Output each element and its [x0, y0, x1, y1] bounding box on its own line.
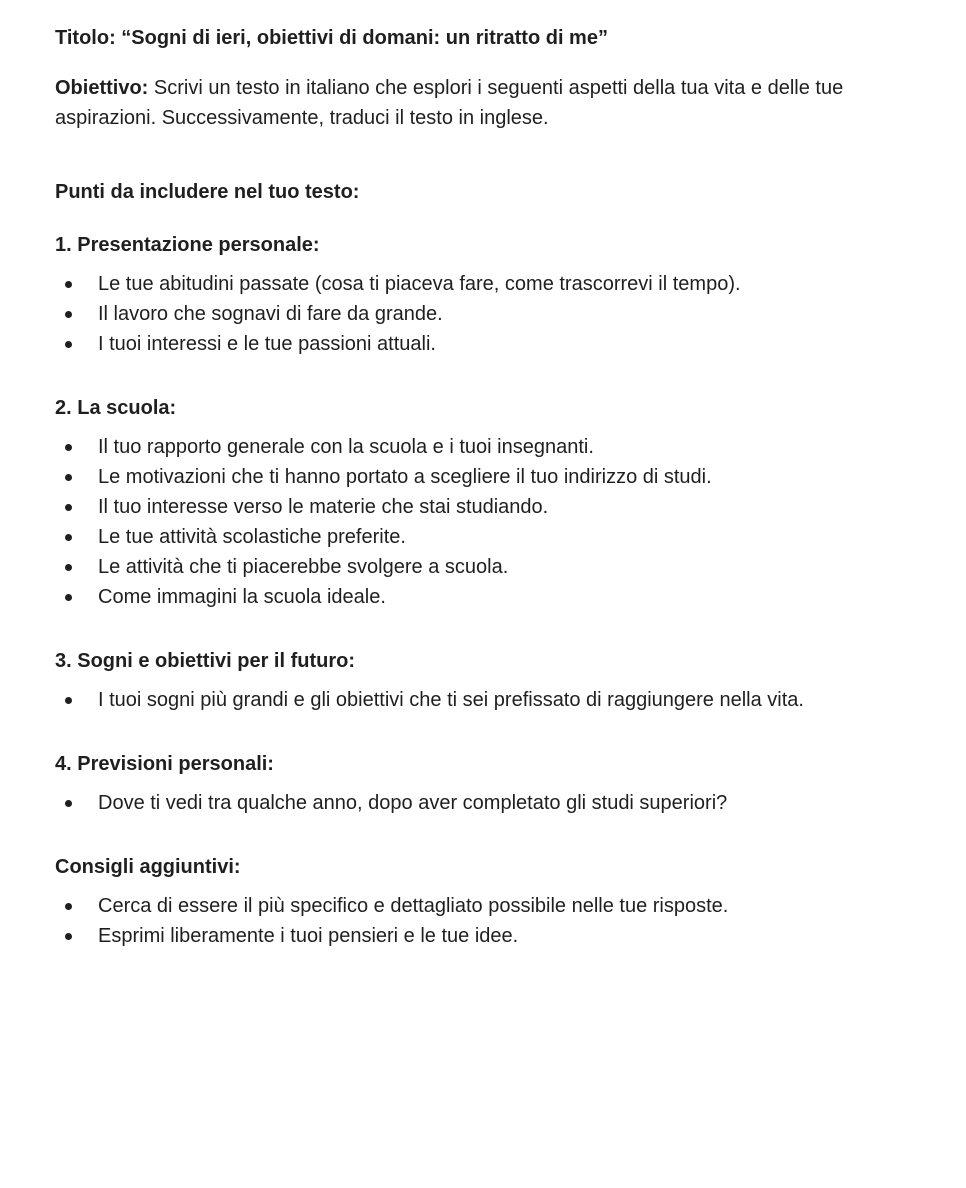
bullet-icon [65, 594, 72, 601]
list-item: Le tue attività scolastiche preferite. [55, 522, 935, 552]
bullet-icon [65, 311, 72, 318]
list-item: Le motivazioni che ti hanno portato a scegliere il tuo indirizzo di studi. [55, 462, 935, 492]
section-list-personal [55, 269, 935, 359]
list-item: I tuoi interessi e le tue passioni attuali. [55, 329, 935, 359]
list-item: Dove ti vedi tra qualche anno, dopo aver completato gli studi superiori? [55, 788, 935, 818]
section-heading-school: 2. La scuola: [55, 397, 177, 419]
section-list-forecasts [55, 788, 935, 818]
bullet-icon [65, 444, 72, 451]
list-item: Le tue abitudini passate (cosa ti piaceva fare, come trascorrevi il tempo). [55, 269, 935, 299]
section-heading-personal: 1. Presentazione personale: [55, 234, 320, 256]
bullet-icon [65, 564, 72, 571]
section-list-school [55, 432, 935, 612]
list-item: Le attività che ti piacerebbe svolgere a scuola. [55, 552, 935, 582]
section-list-dreams [55, 685, 935, 715]
bullet-icon [65, 534, 72, 541]
list-item: Cerca di essere il più specifico e dettagliato possibile nelle tue risposte. [55, 891, 935, 921]
list-item: Il tuo rapporto generale con la scuola e i tuoi insegnanti. [55, 432, 935, 462]
list-item: Il tuo interesse verso le materie che stai studiando. [55, 492, 935, 522]
bullet-icon [65, 474, 72, 481]
bullet-icon [65, 697, 72, 704]
list-item: I tuoi sogni più grandi e gli obiettivi che ti sei prefissato di raggiungere nella vita. [55, 685, 935, 715]
bullet-icon [65, 341, 72, 348]
bullet-icon [65, 933, 72, 940]
list-item: Esprimi liberamente i tuoi pensieri e le tue idee. [55, 921, 935, 951]
section-heading-forecasts: 4. Previsioni personali: [55, 753, 274, 775]
bullet-icon [65, 504, 72, 511]
bullet-icon [65, 281, 72, 288]
points-heading: Punti da includere nel tuo testo: [55, 181, 360, 203]
section-heading-dreams: 3. Sogni e obiettivi per il futuro: [55, 650, 356, 672]
tips-heading: Consigli aggiuntivi: [55, 856, 241, 878]
objective-text: Scrivi un testo in italiano che esplori i seguenti aspetti della tua vita e delle tue aspirazioni. Successivamente, traduci il testo in inglese. [55, 77, 844, 129]
bullet-icon [65, 800, 72, 807]
objective-label: Obiettivo: [55, 77, 149, 99]
list-item: Il lavoro che sognavi di fare da grande. [55, 299, 935, 329]
bullet-icon [65, 903, 72, 910]
list-item: Come immagini la scuola ideale. [55, 582, 935, 612]
objective-paragraph [55, 73, 925, 133]
document-title: Titolo: “Sogni di ieri, obiettivi di domani: un ritratto di me” [55, 27, 608, 49]
tips-list [55, 891, 935, 951]
document [55, 23, 935, 951]
